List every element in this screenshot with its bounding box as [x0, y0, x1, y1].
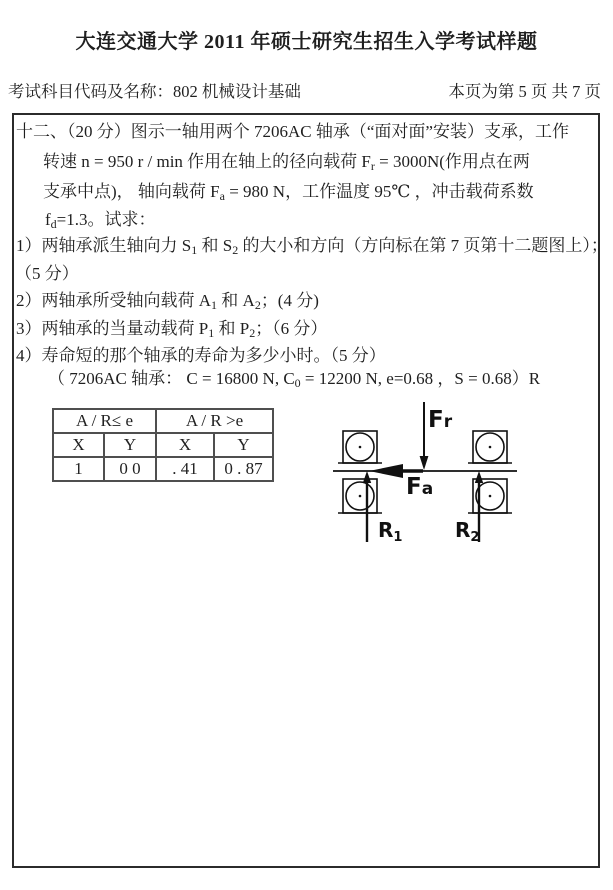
subscript-segment: d: [50, 217, 57, 231]
center-mark: [359, 446, 362, 449]
text-segment: ；(4 分): [260, 291, 319, 310]
text-segment: 和 A: [217, 291, 255, 310]
text-segment: f: [45, 210, 51, 229]
question-item-1-score: （5 分）: [15, 264, 79, 283]
text-segment: 和 S: [197, 236, 233, 255]
bearing-box-lower-left: [338, 479, 382, 513]
text-segment: 转速 n = 950 r / min 作用在轴上的径向载荷 F: [43, 152, 371, 171]
subscript-segment: 1: [191, 243, 198, 257]
question-intro-line-2: [43, 151, 530, 177]
page-number-info: 本页为第 5 页 共 7 页: [448, 82, 601, 101]
table-condition-row: [53, 409, 273, 433]
text-segment: 2）两轴承所受轴向载荷 A: [16, 291, 212, 310]
bearing-box-upper-left: [338, 431, 382, 463]
page-title: 大连交通大学 2011 年硕士研究生招生入学考试样题: [75, 31, 538, 53]
value-x2: . 41: [156, 457, 214, 481]
text-segment: 的大小和方向（方向标在第 7 页第十二题图上）；: [238, 236, 608, 255]
condition-a-r-le-e: A / R≤ e: [53, 409, 156, 433]
table-value-row: [53, 457, 273, 481]
subscript-segment: 2: [249, 326, 256, 340]
text-segment: 1）两轴承派生轴向力 S: [16, 236, 192, 255]
r2-label: $R_2$: [455, 518, 480, 545]
subscript-segment: 2: [232, 243, 239, 257]
subscript-segment: r: [370, 159, 375, 173]
text-segment: = 980 N，工作温度 95℃ ，冲击载荷系数: [224, 182, 534, 201]
bearing-box-upper-right: [468, 431, 512, 463]
bearing-diagram: [305, 390, 565, 560]
value-x1: 1: [53, 457, 104, 481]
text-segment: ；（6 分）: [255, 319, 328, 338]
text-segment: 支承中点)， 轴向载荷 F: [43, 182, 220, 201]
value-y1: 0 0: [104, 457, 156, 481]
table-header-row: [53, 433, 273, 457]
fr-label: Fr: [428, 407, 453, 433]
question-box: [12, 113, 608, 868]
subscript-segment: 0: [294, 376, 301, 390]
col-header-y2: Y: [214, 433, 273, 457]
subscript-segment: 1: [211, 298, 218, 312]
text-segment: = 3000N(作用点在两: [374, 152, 530, 171]
question-intro-line-4: [45, 209, 156, 235]
col-header-x1: X: [53, 433, 104, 457]
subscript-segment: 1: [208, 326, 215, 340]
subscript-segment: a: [219, 189, 225, 203]
condition-a-r-gt-e: A / R >e: [156, 409, 273, 433]
question-intro-line-1: 十二、（20 分）图示一轴用两个 7206AC 轴承（“面对面”安装）支承，工作: [16, 122, 569, 141]
question-item-1: [16, 235, 608, 261]
xy-factor-table: [52, 408, 274, 482]
fa-label: Fa: [406, 474, 434, 500]
col-header-x2: X: [156, 433, 214, 457]
center-mark: [359, 495, 362, 498]
text-segment: 和 P: [214, 319, 250, 338]
value-y2: 0 . 87: [214, 457, 273, 481]
r1-label: $R_1$: [378, 518, 403, 545]
center-mark: [489, 446, 492, 449]
question-item-3: [16, 318, 327, 344]
center-mark: [489, 495, 492, 498]
text-segment: =1.3。试求：: [56, 210, 156, 229]
col-header-y1: Y: [104, 433, 156, 457]
subscript-segment: 2: [254, 298, 261, 312]
subject-code-and-name: 考试科目代码及名称：802 机械设计基础: [8, 82, 301, 101]
text-segment: = 12200 N, e=0.68 ，S = 0.68）R: [300, 369, 541, 388]
text-segment: （ 7206AC 轴承： C = 16800 N, C: [48, 369, 295, 388]
question-item-4: 4）寿命短的那个轴承的寿命为多少小时。（5 分）: [16, 346, 386, 365]
question-intro-line-3: [43, 181, 534, 207]
question-item-2: [16, 290, 319, 316]
text-segment: 3）两轴承的当量动载荷 P: [16, 319, 209, 338]
bearing-box-lower-right: [468, 479, 512, 513]
